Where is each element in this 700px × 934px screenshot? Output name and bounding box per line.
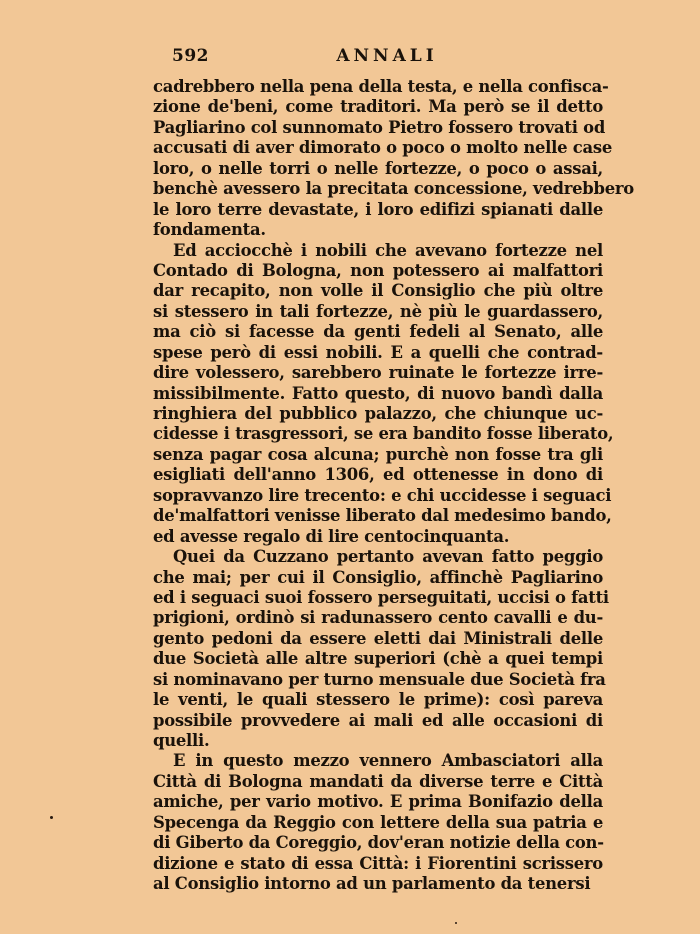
text-line: cidesse i trasgressori, se era bandito fosse liberato, <box>153 424 614 444</box>
text-line: ma ciò si facesse da genti fedeli al Senato, alle <box>153 322 603 342</box>
text-line: Specenga da Reggio con lettere della sua patria e <box>153 812 603 832</box>
text-line: Città di Bologna mandati da diverse terre e Città <box>153 771 603 791</box>
page-header <box>172 46 602 68</box>
paragraph <box>153 751 603 894</box>
text-line: dar recapito, non volle il Consiglio che più oltre <box>153 281 603 301</box>
text-line: si stessero in tali fortezze, nè più le guardassero, <box>153 301 603 321</box>
text-line: ringhiera del pubblico palazzo, che chiunque uc- <box>153 404 603 423</box>
page-speck <box>50 816 53 819</box>
paragraph <box>153 240 614 548</box>
page-number: 592 <box>172 46 209 66</box>
paragraph <box>153 547 609 751</box>
text-line: possibile provvedere ai mali ed alle occasioni di <box>153 710 603 730</box>
text-line: cadrebbero nella pena della testa, e nella confisca- <box>153 77 609 96</box>
text-line: Quei da Cuzzano pertanto avevan fatto peggio <box>173 547 603 567</box>
text-line: quelli. <box>153 731 210 750</box>
text-line: E in questo mezzo vennero Ambasciatori alla <box>173 751 603 771</box>
text-line: Contado di Bologna, non potessero ai malfattori <box>153 260 603 280</box>
text-line: ed i seguaci suoi fossero perseguitati, uccisi o fatti <box>153 587 609 607</box>
text-line: dire volessero, sarebbero ruinate le fortezze irre- <box>153 363 603 383</box>
text-line: al Consiglio intorno ad un parlamento da tenersi <box>153 874 591 894</box>
text-line: senza pagar cosa alcuna; purchè non fosse tra gli <box>153 444 603 464</box>
text-line: esigliati dell'anno 1306, ed ottenesse in dono di <box>153 465 603 485</box>
text-line: Ed acciocchè i nobili che avevano fortezze nel <box>173 240 603 260</box>
text-line: amiche, per vario motivo. E prima Bonifazio della <box>153 792 603 812</box>
text-line: di Giberto da Coreggio, dov'eran notizie della con- <box>153 833 604 853</box>
text-line: gento pedoni da essere eletti dai Ministrali delle <box>153 628 603 648</box>
text-line: spese però di essi nobili. E a quelli che contrad- <box>153 342 603 362</box>
paragraph <box>153 77 634 241</box>
text-line: dizione e stato di essa Città: i Fiorentini scrissero <box>153 853 603 873</box>
text-line: prigioni, ordinò si radunassero cento cavalli e du- <box>153 608 603 628</box>
body-text <box>153 77 634 895</box>
text-line: si nominavano per turno mensuale due Società fra <box>153 669 606 689</box>
text-line: sopravvanzo lire trecento: e chi uccidesse i seguaci <box>153 485 612 505</box>
text-line: accusati di aver dimorato o poco o molto nelle case <box>153 138 613 158</box>
text-line: Pagliarino col sunnomato Pietro fossero trovati od <box>153 117 606 137</box>
text-line: le loro terre devastate, i loro edifizi spianati dalle <box>153 199 603 219</box>
page-speck <box>455 922 457 924</box>
text-line: le venti, le quali stessero le prime): così pareva <box>153 690 603 710</box>
text-line: ed avesse regalo di lire centocinquanta. <box>153 526 510 546</box>
text-line: benchè avessero la precitata concessione, vedrebbero <box>153 179 634 199</box>
text-line: zione de'beni, come traditori. Ma però se il detto <box>153 97 603 117</box>
text-line: loro, o nelle torri o nelle fortezze, o poco o assai, <box>153 158 603 178</box>
text-line: missibilmente. Fatto questo, di nuovo bandì dalla <box>153 383 603 403</box>
text-line: che mai; per cui il Consiglio, affinchè Pagliarino <box>153 567 603 587</box>
text-line: de'malfattori venisse liberato dal medesimo bando, <box>153 506 612 526</box>
text-line: fondamenta. <box>153 220 266 240</box>
running-title: ANNALI <box>336 46 438 66</box>
text-line: due Società alle altre superiori (chè a quei tempi <box>153 649 603 669</box>
